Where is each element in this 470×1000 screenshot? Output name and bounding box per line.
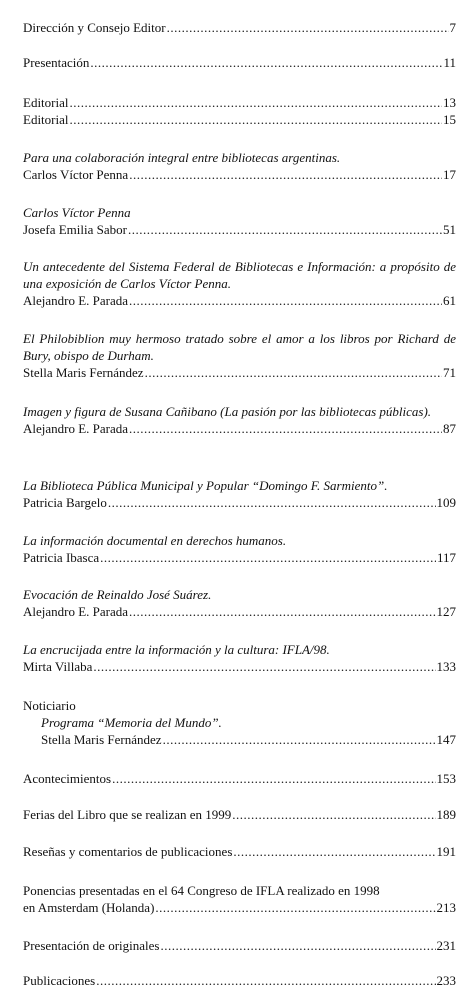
entry-author: Josefa Emilia Sabor: [23, 222, 127, 237]
dot-leader: [129, 420, 442, 437]
toc-entry-direccion: [23, 19, 456, 36]
entry-author: Carlos Víctor Penna: [23, 167, 129, 182]
entry-label: Editorial: [23, 112, 69, 127]
toc-entry-ferias: [23, 806, 456, 823]
toc-entry-editorial-1: [23, 94, 456, 111]
entry-label: Ponencias presentadas en el 64 Congreso de IFLA realizado en 1998: [23, 883, 380, 898]
page-number: 233: [436, 973, 456, 988]
entry-author: Alejandro E. Parada: [23, 293, 129, 308]
entry-author: Mirta Villaba: [23, 659, 93, 674]
entry-label: Presentación de originales: [23, 938, 160, 953]
dot-leader: [93, 658, 435, 675]
dot-leader: [128, 221, 442, 238]
page-number: 189: [436, 807, 456, 822]
dot-leader: [167, 19, 449, 36]
toc-entry-canibano: [23, 403, 456, 437]
dot-leader: [129, 603, 435, 620]
dot-leader: [70, 94, 443, 111]
page-number: 147: [436, 732, 456, 747]
entry-title: Carlos Víctor Penna: [23, 205, 131, 220]
toc-entry-ifla98: [23, 641, 456, 675]
dot-leader: [160, 937, 435, 954]
dot-leader: [90, 54, 442, 71]
toc-entry-presentacion: [23, 54, 456, 71]
page-number: 71: [443, 365, 456, 380]
toc-entry-suarez: [23, 586, 456, 620]
page-number: 117: [436, 550, 456, 565]
toc-entry-editorial-2: [23, 111, 456, 128]
toc-entry-noticiario: [23, 697, 456, 748]
dot-leader: [100, 549, 436, 566]
entry-title: Imagen y figura de Susana Cañibano (La pasión por las bibliotecas públicas).: [23, 404, 432, 419]
page-number: 11: [443, 55, 456, 70]
dot-leader: [108, 494, 436, 511]
entry-title: El Philobiblion muy hermoso tratado sobre el amor a los libros por Richard de Bury, obispo de Durham.: [23, 331, 456, 363]
entry-title: La Biblioteca Pública Municipal y Popular “Domingo F. Sarmiento”.: [23, 478, 388, 493]
dot-leader: [129, 166, 442, 183]
page-number: 87: [443, 421, 456, 436]
sub-entry: [23, 714, 456, 748]
page-number: 213: [436, 900, 456, 915]
entry-author: Patricia Ibasca: [23, 550, 100, 565]
page-number: 15: [443, 112, 456, 127]
toc-entry-biblioteca-sarmiento: [23, 477, 456, 511]
page-number: 231: [436, 938, 456, 953]
entry-label: Dirección y Consejo Editor: [23, 20, 166, 35]
entry-label: Acontecimientos: [23, 771, 112, 786]
dot-leader: [129, 292, 442, 309]
entry-title: Para una colaboración integral entre bibliotecas argentinas.: [23, 150, 341, 165]
entry-author: Stella Maris Fernández: [41, 732, 162, 747]
entry-title: Programa “Memoria del Mundo”.: [41, 715, 222, 730]
dot-leader: [70, 111, 443, 128]
toc-entry-philobiblion: [23, 330, 456, 381]
toc-entry-penna-colaboracion: [23, 149, 456, 183]
page-number: 133: [436, 659, 456, 674]
page-number: 7: [449, 20, 456, 35]
entry-label: Editorial: [23, 95, 69, 110]
entry-label: Ferias del Libro que se realizan en 1999: [23, 807, 232, 822]
dot-leader: [96, 972, 435, 989]
page-number: 13: [443, 95, 456, 110]
entry-title: La encrucijada entre la información y la cultura: IFLA/98.: [23, 642, 330, 657]
page-number: 51: [443, 222, 456, 237]
entry-author: Stella Maris Fernández: [23, 365, 144, 380]
entry-label: Publicaciones: [23, 973, 96, 988]
section-heading: Noticiario: [23, 698, 76, 713]
dot-leader: [112, 770, 435, 787]
entry-label: Presentación: [23, 55, 90, 70]
entry-author: Alejandro E. Parada: [23, 604, 129, 619]
entry-title: La información documental en derechos humanos.: [23, 533, 287, 548]
toc-entry-publicaciones: [23, 972, 456, 989]
toc-entry-derechos-humanos: [23, 532, 456, 566]
page-number: 109: [436, 495, 456, 510]
page-number: 191: [436, 844, 456, 859]
toc-entry-originales: [23, 937, 456, 954]
dot-leader: [233, 843, 435, 860]
page-number: 17: [443, 167, 456, 182]
entry-title: Un antecedente del Sistema Federal de Bibliotecas e Información: a propósito de una exposición de Carlos Víctor Penna.: [23, 259, 456, 291]
toc-entry-penna-sabor: [23, 204, 456, 238]
page-number: 153: [436, 771, 456, 786]
entry-title: Evocación de Reinaldo José Suárez.: [23, 587, 212, 602]
toc-entry-sistema-federal: [23, 258, 456, 309]
entry-author: Patricia Bargelo: [23, 495, 107, 510]
toc-entry-ponencias: [23, 882, 456, 916]
dot-leader: [145, 364, 442, 381]
dot-leader: [163, 731, 436, 748]
toc-entry-resenas: [23, 843, 456, 860]
entry-label-continued: en Amsterdam (Holanda): [23, 900, 155, 915]
entry-label: Reseñas y comentarios de publicaciones: [23, 844, 233, 859]
page-number: 61: [443, 293, 456, 308]
page-number: 127: [436, 604, 456, 619]
dot-leader: [232, 806, 435, 823]
dot-leader: [155, 899, 435, 916]
toc-entry-acontecimientos: [23, 770, 456, 787]
entry-author: Alejandro E. Parada: [23, 421, 129, 436]
